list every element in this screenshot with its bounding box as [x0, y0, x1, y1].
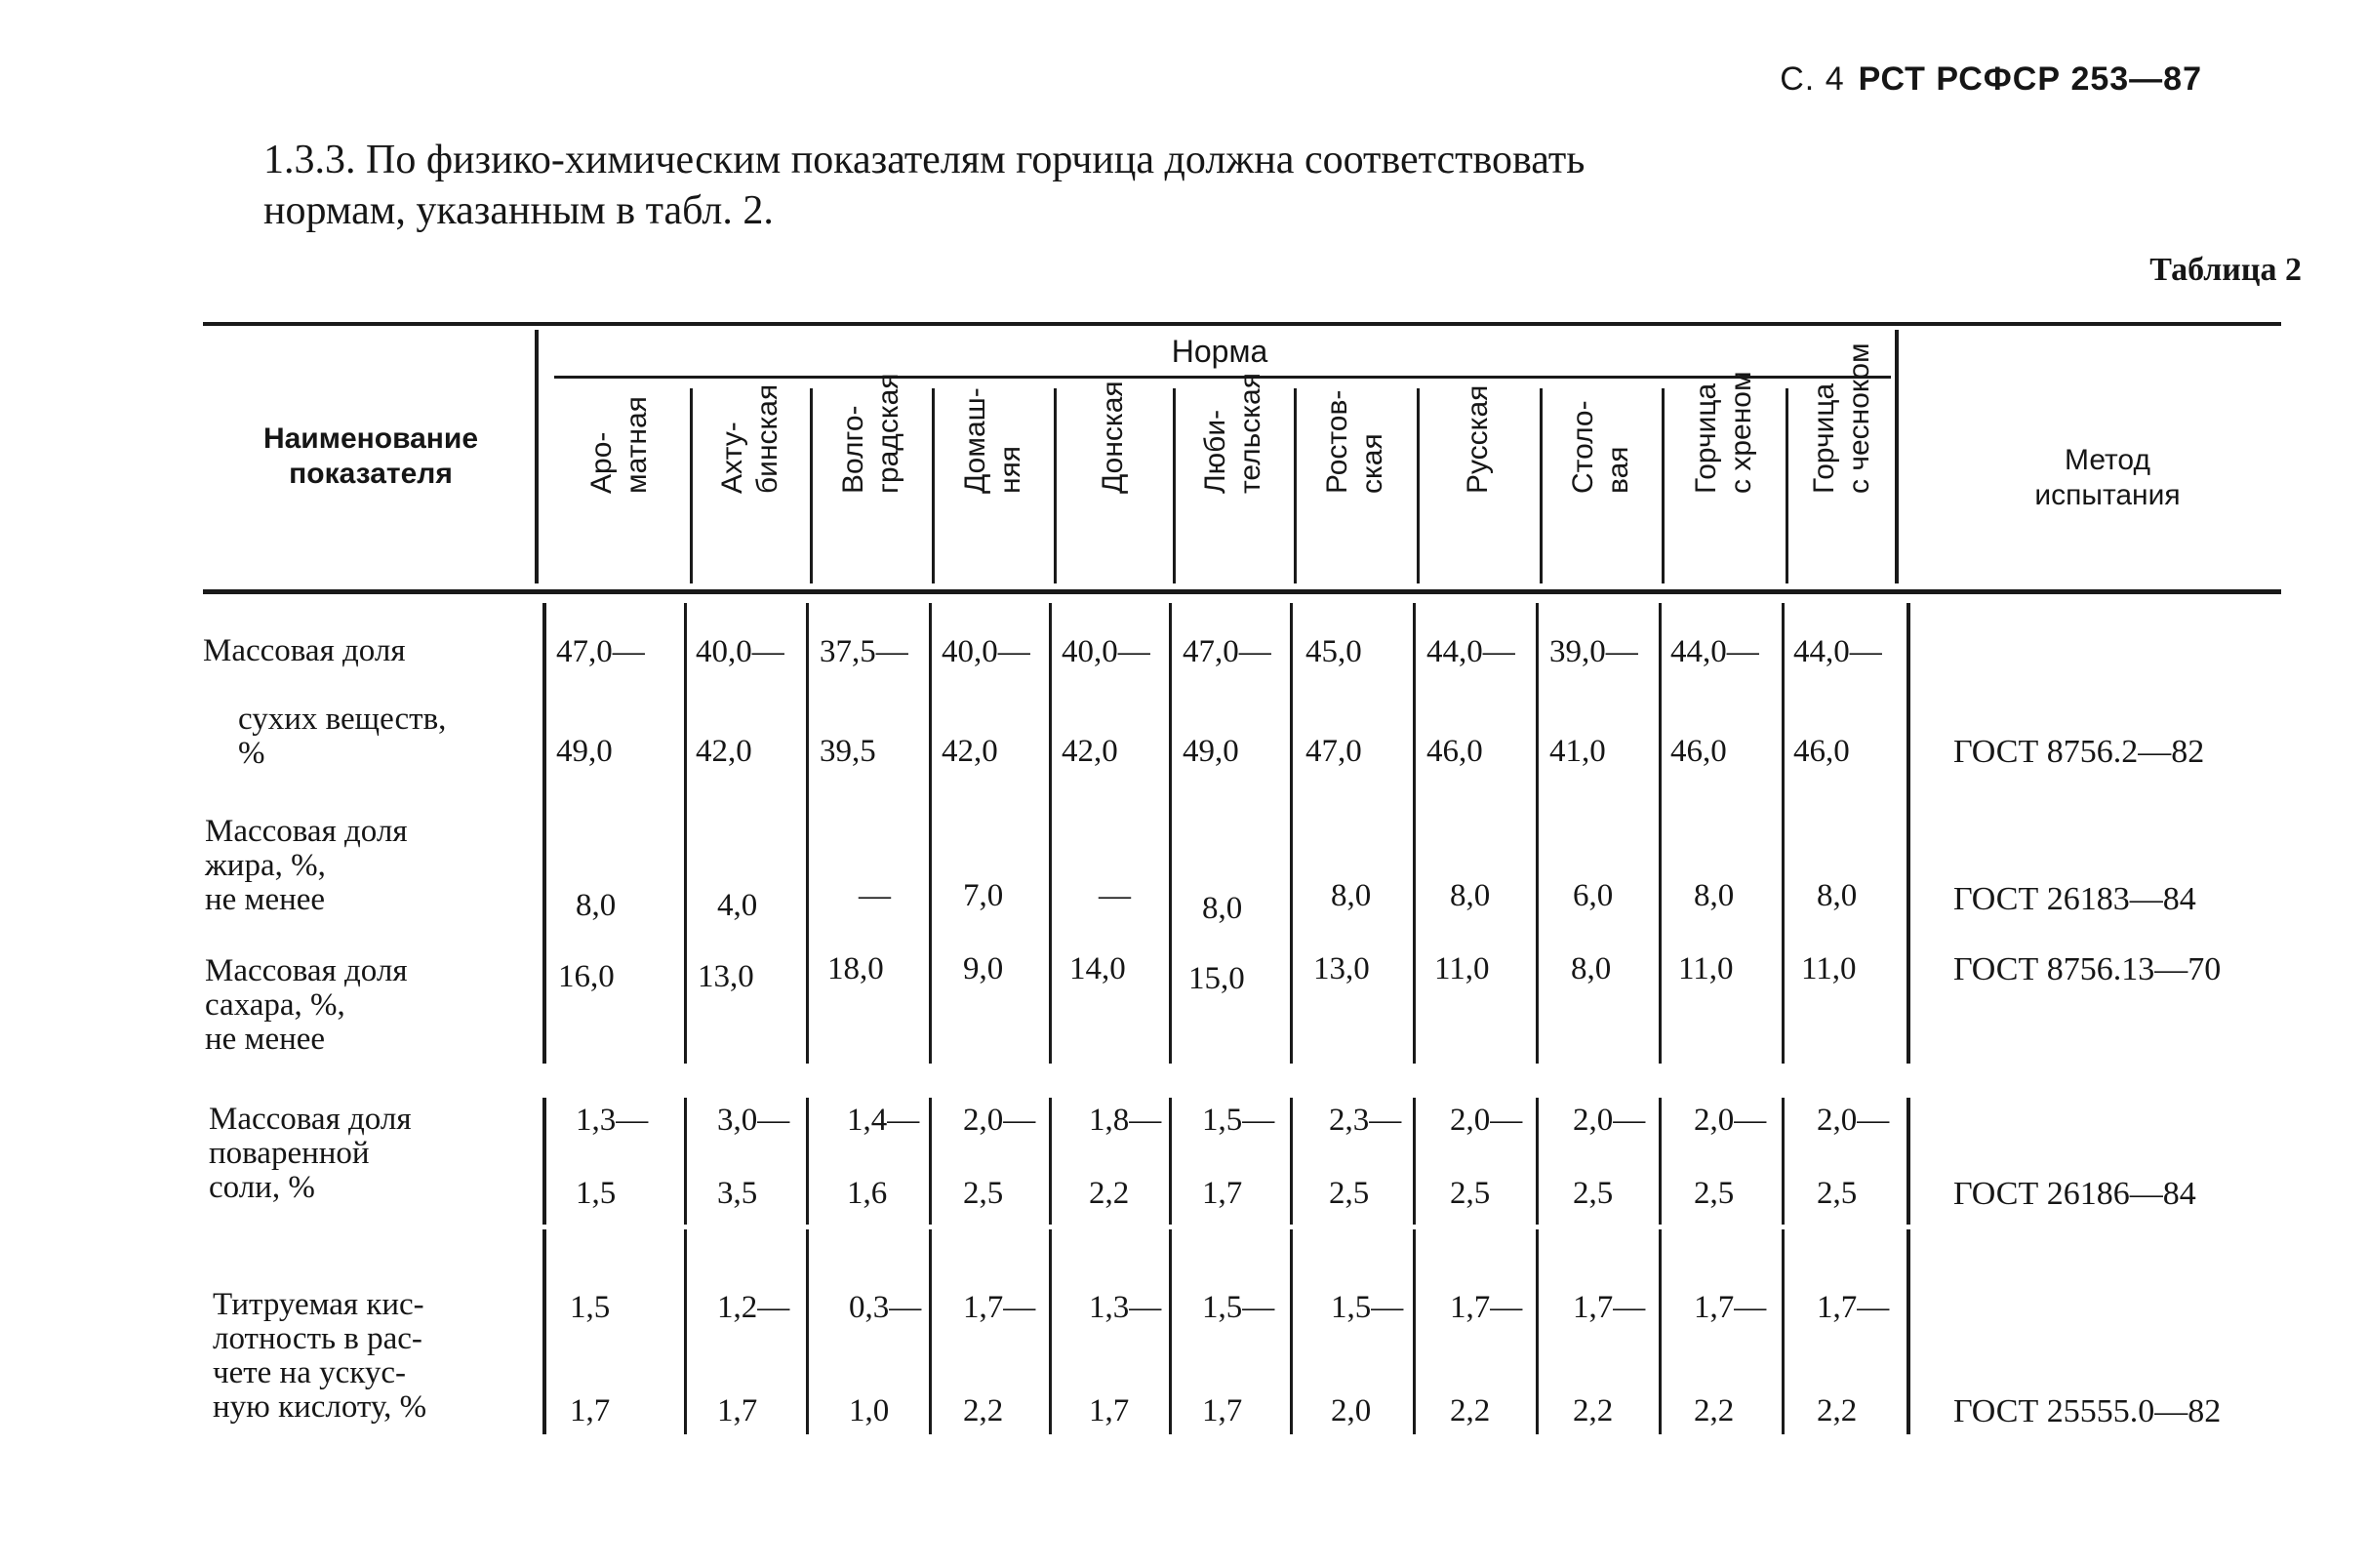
cell-dry-min: 44,0— [1426, 634, 1515, 669]
cell-dry-max: 42,0 [696, 734, 752, 769]
cell-salt-min: 2,0— [1817, 1103, 1890, 1138]
header-column-divider [1662, 388, 1665, 583]
body-column-divider [1169, 1229, 1172, 1434]
body-column-divider [1659, 1098, 1662, 1225]
cell-salt-max: 1,7 [1202, 1176, 1243, 1211]
column-header-variety-label: Русская [1462, 384, 1494, 494]
cell-dry-min: 40,0— [696, 634, 784, 669]
page-header [1780, 60, 2202, 99]
row-label-sugar: Массовая доля сахара, %, не менее [205, 953, 408, 1057]
method-dry: ГОСТ 8756.2—82 [1953, 734, 2205, 770]
cell-dry-min: 45,0 [1305, 634, 1362, 669]
header-column-divider [810, 388, 813, 583]
cell-salt-max: 2,5 [1329, 1176, 1370, 1211]
column-header-variety-label: Горчица с чесноком [1807, 342, 1875, 494]
column-header-variety-4 [932, 377, 1054, 572]
column-header-variety-10 [1662, 371, 1786, 572]
cell-acidity-min: 1,5— [1202, 1290, 1275, 1325]
body-column-divider [1906, 1098, 1910, 1225]
cell-dry-max: 39,5 [820, 734, 876, 769]
body-column-divider [542, 1229, 546, 1434]
column-header-variety-11 [1786, 342, 1898, 572]
column-header-method: Метод испытания [2034, 444, 2181, 511]
cell-fat: 8,0 [1450, 878, 1491, 913]
cell-dry-max: 46,0 [1426, 734, 1483, 769]
cell-acidity-min: 0,3— [849, 1290, 922, 1325]
body-column-divider [1659, 603, 1662, 1064]
header-column-divider [1895, 330, 1899, 583]
cell-acidity-min: 1,7— [1694, 1290, 1767, 1325]
body-column-divider [1169, 1098, 1172, 1225]
cell-salt-max: 2,5 [1573, 1176, 1614, 1211]
body-column-divider [1782, 1229, 1785, 1434]
cell-dry-max: 46,0 [1670, 734, 1727, 769]
column-header-variety-3 [810, 373, 932, 572]
cell-acidity-min: 1,7— [1817, 1290, 1890, 1325]
column-header-variety-7 [1294, 377, 1417, 572]
method-sugar: ГОСТ 8756.13—70 [1953, 951, 2222, 987]
cell-fat: 8,0 [1331, 878, 1372, 913]
page-number: С. 4 [1780, 60, 1845, 98]
cell-acidity-min: 1,7— [1450, 1290, 1523, 1325]
row-label-dry-b: сухих веществ, % [238, 702, 447, 771]
cell-sugar: 18,0 [827, 951, 884, 986]
cell-salt-min: 2,0— [1573, 1103, 1646, 1138]
cell-sugar: 13,0 [1313, 951, 1370, 986]
cell-dry-min: 39,0— [1549, 634, 1638, 669]
body-column-divider [929, 1098, 932, 1225]
body-column-divider [929, 1229, 932, 1434]
body-column-divider [806, 603, 809, 1064]
cell-fat: 8,0 [1202, 891, 1243, 926]
body-column-divider [684, 1098, 687, 1225]
header-column-divider [1054, 388, 1057, 583]
column-header-variety-8 [1417, 377, 1540, 572]
body-column-divider [1049, 1098, 1052, 1225]
row-label-acidity: Титруемая кис- лотность в рас- чете на ускус- ную кислоту, % [213, 1287, 427, 1425]
cell-acidity-max: 1,7 [570, 1393, 611, 1428]
column-header-variety-6 [1173, 373, 1294, 572]
body-column-divider [1413, 1229, 1416, 1434]
body-column-divider [806, 1098, 809, 1225]
cell-salt-min: 1,3— [576, 1103, 649, 1138]
intro-paragraph: 1.3.3. По физико-химическим показателям горчица должна соответствовать нормам, указанным в табл. 2. [263, 138, 1585, 233]
cell-dry-min: 44,0— [1793, 634, 1882, 669]
cell-dry-min: 44,0— [1670, 634, 1759, 669]
body-column-divider [1049, 603, 1052, 1064]
cell-dry-min: 37,5— [820, 634, 908, 669]
cell-salt-max: 2,5 [1817, 1176, 1858, 1211]
body-column-divider [1536, 1098, 1539, 1225]
cell-dry-min: 40,0— [1062, 634, 1150, 669]
header-column-divider [932, 388, 935, 583]
body-column-divider [1659, 1229, 1662, 1434]
cell-fat: 4,0 [717, 888, 758, 923]
header-column-divider [1417, 388, 1420, 583]
column-header-variety-9 [1540, 377, 1662, 572]
body-column-divider [1290, 1098, 1293, 1225]
header-column-divider [535, 330, 539, 583]
body-column-divider [684, 603, 687, 1064]
column-header-variety-1 [548, 377, 690, 572]
body-column-divider [1290, 1229, 1293, 1434]
cell-sugar: 16,0 [558, 959, 615, 994]
cell-salt-min: 1,4— [847, 1103, 920, 1138]
row-label-fat: Массовая доля жира, %, не менее [205, 814, 408, 917]
cell-acidity-max: 1,0 [849, 1393, 890, 1428]
body-column-divider [1782, 1098, 1785, 1225]
header-bottom-rule [203, 589, 2281, 594]
header-column-divider [690, 388, 693, 583]
body-column-divider [1906, 1229, 1910, 1434]
row-label-salt: Массовая доля поваренной соли, % [209, 1102, 412, 1205]
cell-sugar: 11,0 [1801, 951, 1857, 986]
cell-dry-min: 47,0— [1183, 634, 1271, 669]
cell-salt-max: 3,5 [717, 1176, 758, 1211]
body-column-divider [1049, 1229, 1052, 1434]
cell-salt-max: 2,5 [963, 1176, 1004, 1211]
header-column-divider [1294, 388, 1297, 583]
cell-salt-max: 2,5 [1450, 1176, 1491, 1211]
header-column-divider [1173, 388, 1176, 583]
cell-salt-min: 3,0— [717, 1103, 790, 1138]
cell-acidity-max: 1,7 [1089, 1393, 1130, 1428]
column-header-variety-label: Донская [1097, 381, 1129, 494]
body-column-divider [1169, 603, 1172, 1064]
cell-acidity-max: 1,7 [1202, 1393, 1243, 1428]
cell-salt-min: 1,8— [1089, 1103, 1162, 1138]
cell-dry-max: 42,0 [1062, 734, 1118, 769]
column-header-variety-label: Люби- тельская [1199, 373, 1266, 494]
cell-acidity-min: 1,5— [1331, 1290, 1404, 1325]
cell-fat: 8,0 [576, 888, 617, 923]
cell-salt-max: 1,6 [847, 1176, 888, 1211]
column-header-variety-2 [690, 377, 810, 572]
column-header-norm: Норма [1171, 334, 1268, 369]
cell-fat: 7,0 [963, 878, 1004, 913]
cell-acidity-max: 2,2 [1694, 1393, 1735, 1428]
cell-acidity-max: 2,2 [1817, 1393, 1858, 1428]
column-header-variety-label: Аро- матная [584, 396, 653, 494]
column-header-variety-label: Горчица с хреном [1689, 371, 1757, 494]
cell-dry-max: 49,0 [1183, 734, 1239, 769]
cell-salt-max: 2,5 [1694, 1176, 1735, 1211]
cell-salt-max: 2,2 [1089, 1176, 1130, 1211]
cell-sugar: 15,0 [1188, 961, 1245, 996]
cell-dry-max: 41,0 [1549, 734, 1606, 769]
cell-fat: 8,0 [1817, 878, 1858, 913]
body-column-divider [1536, 603, 1539, 1064]
body-column-divider [684, 1229, 687, 1434]
cell-sugar: 11,0 [1678, 951, 1734, 986]
body-column-divider [1536, 1229, 1539, 1434]
body-column-divider [806, 1229, 809, 1434]
cell-acidity-min: 1,3— [1089, 1290, 1162, 1325]
body-column-divider [1906, 603, 1910, 1064]
cell-salt-min: 2,3— [1329, 1103, 1402, 1138]
body-column-divider [1413, 603, 1416, 1064]
body-column-divider [542, 603, 546, 1064]
method-acidity: ГОСТ 25555.0—82 [1953, 1393, 2222, 1429]
cell-fat: 6,0 [1573, 878, 1614, 913]
cell-sugar: 13,0 [698, 959, 754, 994]
cell-fat: 8,0 [1694, 878, 1735, 913]
column-header-variety-label: Ахту- бинская [715, 383, 783, 494]
row-label-dry-a: Массовая доля [203, 633, 406, 668]
cell-salt-min: 2,0— [1694, 1103, 1767, 1138]
body-column-divider [1782, 603, 1785, 1064]
cell-acidity-max: 2,0 [1331, 1393, 1372, 1428]
header-column-divider [1786, 388, 1788, 583]
column-header-variety-label: Столо- вая [1566, 400, 1634, 494]
column-header-variety-label: Волго- градская [836, 373, 904, 494]
cell-dry-min: 40,0— [942, 634, 1030, 669]
column-header-name: Наименование показателя [262, 422, 479, 490]
header-column-divider [1540, 388, 1543, 583]
method-salt: ГОСТ 26186—84 [1953, 1176, 2196, 1212]
cell-acidity-max: 2,2 [1573, 1393, 1614, 1428]
cell-acidity-min: 1,7— [1573, 1290, 1646, 1325]
cell-fat: — [859, 878, 891, 913]
cell-fat: — [1099, 878, 1131, 913]
cell-dry-max: 49,0 [556, 734, 613, 769]
cell-sugar: 8,0 [1571, 951, 1612, 986]
cell-dry-max: 47,0 [1305, 734, 1362, 769]
cell-sugar: 14,0 [1069, 951, 1126, 986]
cell-sugar: 9,0 [963, 951, 1004, 986]
cell-dry-max: 42,0 [942, 734, 998, 769]
cell-acidity-max: 2,2 [1450, 1393, 1491, 1428]
cell-acidity-min: 1,7— [963, 1290, 1036, 1325]
cell-salt-max: 1,5 [576, 1176, 617, 1211]
cell-dry-max: 46,0 [1793, 734, 1850, 769]
cell-acidity-min: 1,5 [570, 1290, 611, 1325]
table-caption: Таблица 2 [2149, 252, 2302, 288]
body-column-divider [929, 603, 932, 1064]
column-header-variety-5 [1054, 377, 1173, 572]
cell-salt-min: 2,0— [963, 1103, 1036, 1138]
cell-salt-min: 1,5— [1202, 1103, 1275, 1138]
cell-acidity-max: 2,2 [963, 1393, 1004, 1428]
body-column-divider [1290, 603, 1293, 1064]
column-header-variety-label: Домаш- няя [958, 387, 1026, 494]
standard-code: РСТ РСФСР 253—87 [1858, 60, 2202, 98]
cell-sugar: 11,0 [1434, 951, 1490, 986]
method-fat: ГОСТ 26183—84 [1953, 881, 2196, 917]
body-column-divider [542, 1098, 546, 1225]
cell-acidity-min: 1,2— [717, 1290, 790, 1325]
cell-salt-min: 2,0— [1450, 1103, 1523, 1138]
cell-dry-min: 47,0— [556, 634, 645, 669]
body-column-divider [1413, 1098, 1416, 1225]
column-header-variety-label: Ростов- ская [1321, 389, 1388, 494]
cell-acidity-max: 1,7 [717, 1393, 758, 1428]
